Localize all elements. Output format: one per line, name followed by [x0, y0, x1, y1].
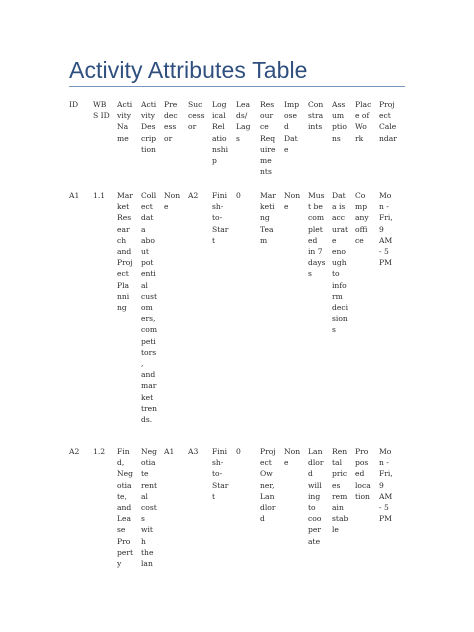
table-cell: Neg otia te rent al cost s wit h the lan — [141, 447, 158, 569]
header-cell: WB S ID — [93, 100, 110, 121]
header-cell: ID — [69, 100, 79, 109]
table-cell: Mar ket Res ear ch and Proj ect Pla nni ng — [117, 191, 133, 313]
table-cell: 0 — [236, 447, 241, 456]
header-cell: Ass um ptio ns — [332, 100, 347, 143]
table-cell: 1.2 — [93, 447, 106, 456]
header-cell: Log ical Rel atio nshi p — [212, 100, 229, 166]
table-cell: Non e — [164, 191, 181, 212]
header-cell: Plac e of Wo rk — [355, 100, 372, 143]
table-cell: Ren tal pric es rem ain stab le — [332, 447, 349, 535]
table-cell: Mo n - Fri, 9 AM - 5 PM — [379, 447, 393, 524]
table-cell: Lan dlor d will ing to coo per ate — [308, 447, 324, 546]
table-cell: Pro pos ed loca tion — [355, 447, 371, 501]
table-cell: A2 — [69, 447, 80, 456]
table-cell: Non e — [284, 447, 301, 468]
header-cell: Proj ect Cale ndar — [379, 100, 397, 143]
document-title: Activity Attributes Table — [69, 57, 308, 83]
table-cell: A2 — [188, 191, 199, 200]
table-cell: Fini sh- to- Star t — [212, 447, 229, 501]
table-cell: Fini sh- to- Star t — [212, 191, 229, 245]
header-cell: Acti vity Na me — [117, 100, 133, 143]
table-cell: Dat a is acc urat e eno ugh to info rm deci sion s — [332, 191, 349, 335]
header-cell: Lea ds/ Lag s — [236, 100, 251, 143]
table-cell: Mar keti ng Tea m — [260, 191, 276, 245]
table-cell: Proj ect Ow ner, Lan dlor d — [260, 447, 276, 524]
header-cell: Suc cess or — [188, 100, 205, 132]
table-cell: A1 — [164, 447, 175, 456]
header-cell: Acti vity Des crip tion — [141, 100, 157, 154]
title-underline — [69, 86, 405, 87]
header-cell: Con stra ints — [308, 100, 324, 132]
table-cell: Fin d, Neg otia te, and Lea se Pro pert y — [117, 447, 134, 569]
table-cell: A3 — [188, 447, 199, 456]
header-cell: Res our ce Req uire me nts — [260, 100, 276, 177]
table-cell: Co mp any offi ce — [355, 191, 369, 245]
header-cell: Imp ose d Dat e — [284, 100, 300, 154]
table-cell: Mus t be com plet ed in 7 days s — [308, 191, 326, 279]
table-cell: 0 — [236, 191, 241, 200]
table-cell: Coll ect dat a abo ut pot enti al cust om ers, com peti tors , and mar ket tren ds. — [141, 191, 158, 425]
table-cell: Mo n - Fri, 9 AM - 5 PM — [379, 191, 393, 268]
header-cell: Pre dec ess or — [164, 100, 178, 143]
table-cell: A1 — [69, 191, 80, 200]
table-cell: 1.1 — [93, 191, 106, 200]
table-cell: Non e — [284, 191, 301, 212]
